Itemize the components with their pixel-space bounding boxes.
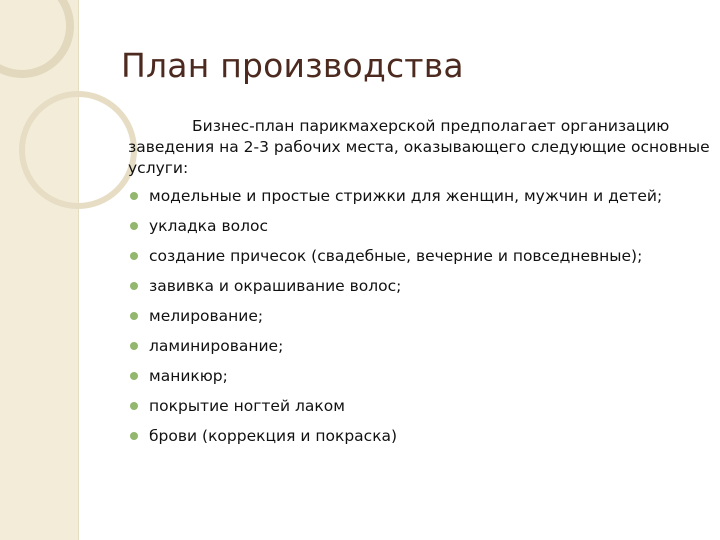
- list-item-text: брови (коррекция и покраска): [149, 427, 398, 445]
- bullet-dot-icon: [130, 192, 138, 200]
- list-item-text: покрытие ногтей лаком: [149, 397, 345, 415]
- bullet-dot-icon: [130, 342, 138, 350]
- list-item-text: маникюр;: [149, 367, 228, 385]
- list-item: [128, 361, 713, 391]
- slide-content: [128, 116, 713, 451]
- bullet-dot-icon: [130, 432, 138, 440]
- slide-title: План производства: [121, 46, 464, 85]
- list-item: [128, 391, 713, 421]
- bullet-dot-icon: [130, 252, 138, 260]
- bullet-dot-icon: [130, 402, 138, 410]
- list-item: [128, 181, 713, 211]
- list-item: [128, 421, 713, 451]
- ring-decoration: [0, 0, 140, 220]
- list-item-text: укладка волос: [149, 217, 268, 235]
- services-list: [128, 181, 713, 451]
- list-item-text: модельные и простые стрижки для женщин, мужчин и детей;: [149, 187, 663, 205]
- list-item: [128, 301, 713, 331]
- list-item-text: мелирование;: [149, 307, 264, 325]
- list-item: [128, 241, 713, 271]
- intro-paragraph: Бизнес-план парикмахерской предполагает организацию заведения на 2-3 рабочих места, оказывающего следующие основные услуги:: [128, 117, 710, 177]
- list-item: [128, 271, 713, 301]
- list-item-text: ламинирование;: [149, 337, 284, 355]
- list-item: [128, 331, 713, 361]
- bullet-dot-icon: [130, 372, 138, 380]
- bullet-dot-icon: [130, 222, 138, 230]
- list-item-text: завивка и окрашивание волос;: [149, 277, 402, 295]
- bullet-dot-icon: [130, 282, 138, 290]
- list-item-text: создание причесок (свадебные, вечерние и повседневные);: [149, 247, 643, 265]
- bullet-dot-icon: [130, 312, 138, 320]
- list-item: [128, 211, 713, 241]
